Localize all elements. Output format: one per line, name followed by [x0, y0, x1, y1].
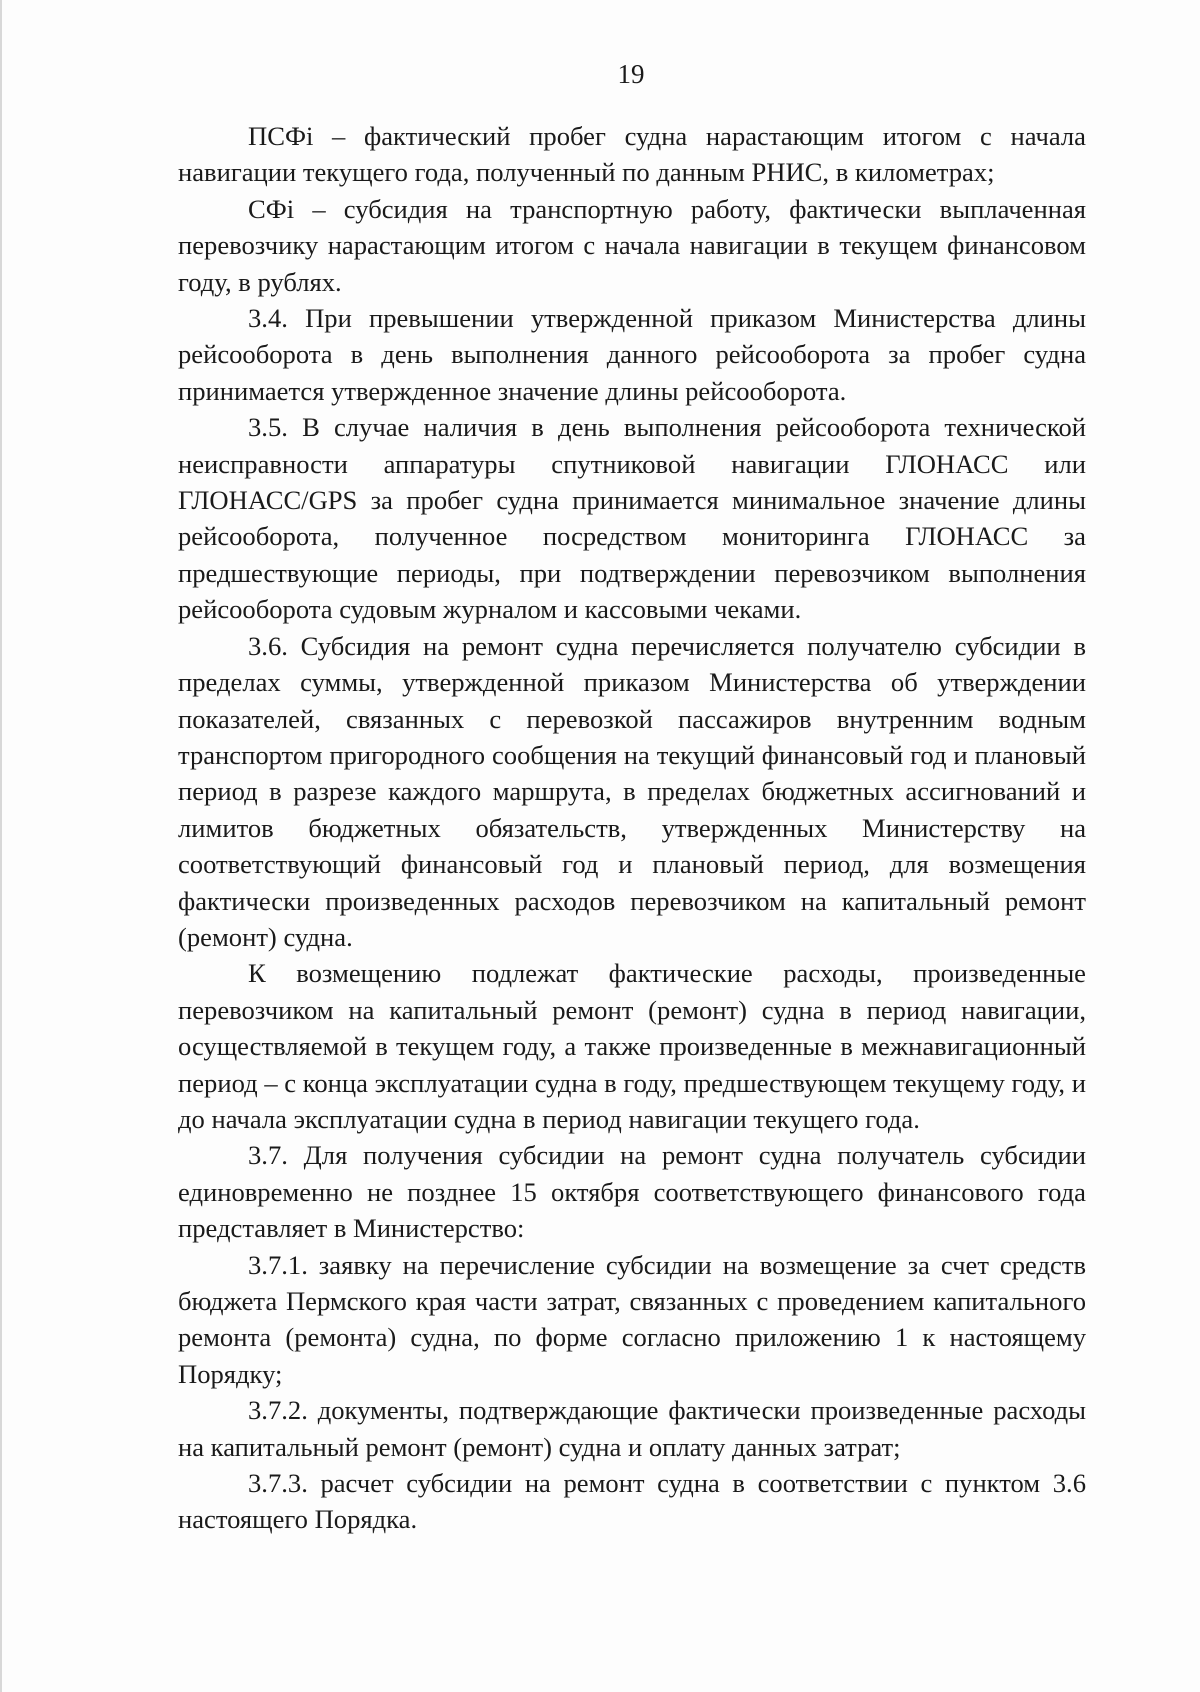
paragraph-3-7-1: 3.7.1. заявку на перечисление субсидии на возмещение за счет средств бюджета Пермского края части затрат, связанных с проведением капитального ремонта (ремонта) судна, по форме согласно приложению 1 к настоящему Порядку;	[178, 1249, 1086, 1389]
document-body	[178, 118, 1086, 1538]
paragraph-3-4: 3.4. При превышении утвержденной приказом Министерства длины рейсооборота в день выполнения данного рейсооборота за пробег судна принимается утвержденное значение длины рейсооборота.	[178, 303, 1086, 406]
paragraph-3-5: 3.5. В случае наличия в день выполнения рейсооборота технической неисправности аппаратуры спутниковой навигации ГЛОНАСС или ГЛОНАСС/GPS за пробег судна принимается минимальное значение длины рейсооборота, полученное посредством мониторинга ГЛОНАСС за предшествующие периоды, при подтверждении перевозчиком выполнения рейсооборота судовым журналом и кассовыми чеками.	[178, 412, 1086, 625]
paragraph-3-7: 3.7. Для получения субсидии на ремонт судна получатель субсидии единовременно не позднее 15 октября соответствующего финансового года представляет в Министерство:	[178, 1140, 1086, 1244]
paragraph-3-7-2: 3.7.2. документы, подтверждающие фактически произведенные расходы на капитальный ремонт (ремонт) судна и оплату данных затрат;	[178, 1395, 1086, 1462]
paragraph-3-7-3: 3.7.3. расчет субсидии на ремонт судна в соответствии с пунктом 3.6 настоящего Порядка.	[178, 1468, 1086, 1535]
paragraph-reimbursement: К возмещению подлежат фактические расходы, произведенные перевозчиком на капитальный ремонт (ремонт) судна в период навигации, осуществляемой в текущем году, а также произведенные в межнавигационный период – с конца эксплуатации судна в году, предшествующем текущему году, и до начала эксплуатации судна в период навигации текущего года.	[178, 958, 1086, 1134]
paragraph-sf-definition: СФі – субсидия на транспортную работу, фактически выплаченная перевозчику нарастающим итогом с начала навигации в текущем финансовом году, в рублях.	[178, 193, 1086, 297]
page-number: 19	[617, 59, 645, 89]
scan-edge	[0, 0, 2, 1692]
paragraph-3-6: 3.6. Субсидия на ремонт судна перечисляется получателю субсидии в пределах суммы, утвержденной приказом Министерства об утверждении показателей, связанных с перевозкой пассажиров внутренним водным транспортом пригородного сообщения на текущий финансовый год и плановый период в разрезе каждого маршрута, в пределах бюджетных ассигнований и лимитов бюджетных обязательств, утвержденных Министерству на соответствующий финансовый год и плановый период, для возмещения фактически произведенных расходов перевозчиком на капитальный ремонт (ремонт) судна.	[178, 630, 1086, 952]
paragraph-psf-definition: ПСФі – фактический пробег судна нарастающим итогом с начала навигации текущего года, полученный по данным РНИС, в километрах;	[178, 121, 1086, 188]
